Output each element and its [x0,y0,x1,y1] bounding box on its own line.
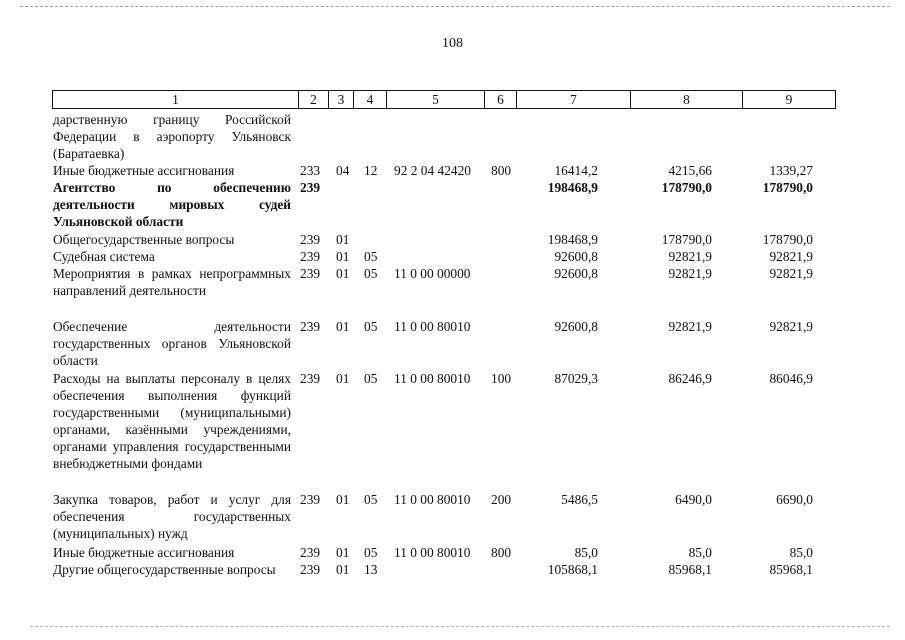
row-org-code: 239 [300,180,321,195]
row-amount-col9: 178790,0 [762,232,813,247]
row-amount-col8: 178790,0 [661,232,712,247]
row-subsection: 12 [364,163,378,178]
row-amount-col7: 85,0 [574,545,598,560]
row-org-code: 239 [300,545,321,560]
row-org-code: 239 [300,371,321,386]
row-amount-col8: 92821,9 [668,249,712,264]
row-subsection: 05 [364,545,378,560]
row-amount-col9: 85,0 [789,545,813,560]
row-subsection: 05 [364,249,378,264]
row-name: Общегосударственные вопросы [53,232,235,247]
row-section: 01 [336,492,350,507]
row-expense-type: 200 [491,492,512,507]
row-amount-col9: 6690,0 [776,492,813,507]
row-target-article: 11 0 00 80010 [394,319,471,334]
row-org-code: 239 [300,319,321,334]
row-expense-type: 800 [491,545,512,560]
row-subsection: 13 [364,562,378,577]
row-name: Обеспечение деятельности государственных органов Ульяновской области [53,319,291,368]
row-amount-col9: 85968,1 [769,562,813,577]
row-name: Иные бюджетные ассигнования [53,163,235,178]
row-name: Судебная система [53,249,155,264]
row-amount-col7: 5486,5 [561,492,598,507]
row-expense-type: 800 [491,163,512,178]
header-col-6: 6 [485,91,517,108]
row-org-code: 239 [300,562,321,577]
row-org-code: 239 [300,232,321,247]
row-target-article: 11 0 00 80010 [394,371,471,386]
row-name: Закупка товаров, работ и услуг для обеспечения государственных (муниципальных) нужд [53,492,291,541]
row-target-article: 11 0 00 00000 [394,266,471,281]
row-section: 01 [336,232,350,247]
header-col-3: 3 [329,91,354,108]
row-subsection: 05 [364,319,378,334]
row-amount-col8: 6490,0 [675,492,712,507]
row-amount-col9: 178790,0 [762,180,813,195]
row-section: 01 [336,249,350,264]
row-name: Другие общегосударственные вопросы [53,562,276,577]
table-header [52,90,836,109]
row-expense-type: 100 [491,371,512,386]
header-col-9: 9 [785,92,793,107]
row-amount-col7: 198468,9 [547,232,598,247]
header-col-8: 8 [631,91,743,108]
row-subsection: 05 [364,266,378,281]
header-col-5: 5 [387,91,485,108]
row-section: 01 [336,319,350,334]
row-name: Расходы на выплаты персоналу в целях обеспечения выполнения функций государственными (муниципальными) органами, казёнными учреждениями, органами управления государственными внебюджетными фондами [53,371,291,471]
scan-edge-bottom [30,626,890,627]
row-amount-col7: 87029,3 [554,371,598,386]
row-amount-col9: 92821,9 [769,266,813,281]
row-amount-col7: 92600,8 [554,266,598,281]
row-name: Агентство по обеспечению деятельности мировых судей Ульяновской области [53,180,291,229]
row-section: 04 [336,163,350,178]
row-amount-col8: 178790,0 [661,180,712,195]
header-col-2: 2 [299,91,329,108]
row-amount-col9: 92821,9 [769,319,813,334]
row-target-article: 11 0 00 80010 [394,492,471,507]
row-amount-col8: 92821,9 [668,266,712,281]
row-target-article: 92 2 04 42420 [394,163,471,178]
row-amount-col7: 92600,8 [554,319,598,334]
row-amount-col8: 85968,1 [668,562,712,577]
row-amount-col8: 4215,66 [668,163,712,178]
row-amount-col7: 198468,9 [547,180,598,195]
page-number: 108 [442,36,463,51]
row-org-code: 239 [300,492,321,507]
row-amount-col9: 1339,27 [769,163,813,178]
row-name: Иные бюджетные ассигнования [53,545,235,560]
row-amount-col8: 86246,9 [668,371,712,386]
header-col-7: 7 [517,91,631,108]
header-col-4: 4 [354,91,387,108]
row-target-article: 11 0 00 80010 [394,545,471,560]
row-name: Мероприятия в рамках непрограммных направлений деятельности [53,266,291,298]
row-amount-col8: 85,0 [688,545,712,560]
row-amount-col9: 92821,9 [769,249,813,264]
scan-edge-top [20,6,890,7]
row-amount-col7: 105868,1 [547,562,598,577]
row-amount-col9: 86046,9 [769,371,813,386]
row-org-code: 239 [300,249,321,264]
row-amount-col8: 92821,9 [668,319,712,334]
row-amount-col7: 92600,8 [554,249,598,264]
row-name: дарственную границу Российской Федерации в аэропорту Ульяновск (Баратаевка) [53,112,291,161]
row-section: 01 [336,545,350,560]
row-subsection: 05 [364,492,378,507]
row-org-code: 233 [300,163,321,178]
header-col-1: 1 [53,91,299,108]
row-section: 01 [336,562,350,577]
row-amount-col7: 16414,2 [554,163,598,178]
row-section: 01 [336,371,350,386]
row-subsection: 05 [364,371,378,386]
row-section: 01 [336,266,350,281]
row-org-code: 239 [300,266,321,281]
